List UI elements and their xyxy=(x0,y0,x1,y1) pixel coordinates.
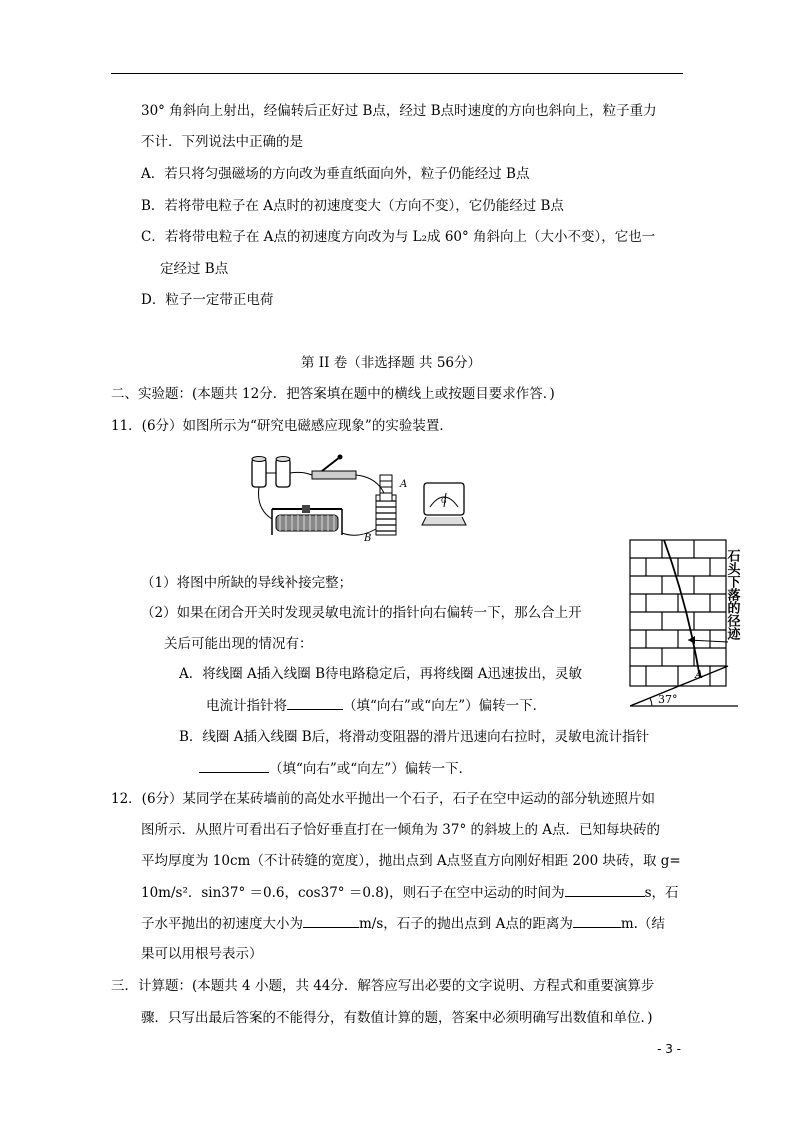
q11-case-a-text: 电流计指针将 xyxy=(206,698,287,714)
coil-a-icon xyxy=(380,475,392,501)
question-12: 12．(6分）某同学在某砖墙前的高处水平抛出一个石子，石子在空中运动的部分轨迹照片如 xyxy=(111,791,656,807)
angle-label: 37° xyxy=(658,693,678,706)
q11-case-a: A．将线圈 A插入线圈 B待电路稳定后，再将线圈 A迅速拔出，灵敏 xyxy=(179,666,583,682)
q11-part1: （1）将图中所缺的导线补接完整； xyxy=(141,575,353,591)
q12-text: m.（结 xyxy=(620,916,665,932)
switch-icon xyxy=(312,471,356,479)
page-number: - 3 - xyxy=(657,1042,681,1056)
answer-blank[interactable] xyxy=(199,758,269,773)
label-a: A xyxy=(400,479,408,490)
q11-case-b-hint: （填“向右”或“向左”）偏转一下． xyxy=(269,761,473,777)
q11-case-a-cont xyxy=(206,695,546,716)
text-line: 30° 角斜向上射出，经偏转后正好过 B点，经过 B点时速度的方向也斜向上，粒子重力 xyxy=(141,103,657,119)
text-line: 不计．下列说法中正确的是 xyxy=(141,134,303,150)
option-a: A．若只将匀强磁场的方向改为垂直纸面向外，粒子仍能经过 B点 xyxy=(141,166,530,182)
option-d: D．粒子一定带正电荷 xyxy=(141,292,274,308)
part-heading: 二、实验题：(本题共 12分．把答案填在题中的横线上或按题目要求作答．) xyxy=(111,386,555,402)
induction-apparatus-figure xyxy=(246,449,476,549)
label-b: B xyxy=(364,533,372,544)
q12-text: 子水平抛出的初速度大小为 xyxy=(141,916,303,932)
q11-part2: （2）如果在闭合开关时发现灵敏电流计的指针向右偏转一下，那么合上开 xyxy=(141,605,582,621)
point-a-label: A xyxy=(695,668,703,681)
q12-line: 果可以用根号表示） xyxy=(141,946,263,962)
q11-part2-cont: 关后可能出现的情况有： xyxy=(164,636,313,652)
q12-text: m/s，石子的抛出点到 A点的距离为 xyxy=(359,916,573,932)
trajectory-label: 石头下落的径迹 xyxy=(724,549,740,640)
q12-line xyxy=(141,913,665,934)
part-heading: 三．计算题：(本题共 4 小题，共 44分．解答应写出必要的文字说明、方程式和重要演算步 xyxy=(111,978,655,994)
label-g: G xyxy=(441,497,447,505)
battery-icon xyxy=(252,459,266,487)
section-title: 第 II 卷（非选择题 共 56分） xyxy=(301,355,482,371)
answer-blank[interactable] xyxy=(303,913,359,928)
answer-blank[interactable] xyxy=(565,882,645,897)
q11-case-a-hint: （填“向右”或“向左”）偏转一下． xyxy=(343,698,547,714)
q12-line xyxy=(141,882,679,903)
brick-wall-figure xyxy=(628,536,746,716)
brick-wall xyxy=(630,540,726,686)
option-c-cont: 定经过 B点 xyxy=(160,261,229,277)
option-b: B．若将带电粒子在 A点时的初速度变大（方向不变），它仍能经过 B点 xyxy=(141,198,564,214)
q12-text: s，石 xyxy=(644,885,679,901)
q11-case-b: B．线圈 A插入线圈 B后，将滑动变阻器的滑片迅速向右拉时，灵敏电流计指针 xyxy=(179,729,650,745)
header-rule xyxy=(111,73,683,74)
q12-line: 图所示．从照片可看出石子恰好垂直打在一倾角为 37° 的斜坡上的 A点．已知每块砖的 xyxy=(141,822,661,838)
option-c: C．若将带电粒子在 A点的初速度方向改为与 L₂成 60° 角斜向上（大小不变），它也一 xyxy=(141,229,656,245)
part-heading-cont: 骤．只写出最后答案的不能得分，有数值计算的题，答案中必须明确写出数值和单位．) xyxy=(141,1010,653,1026)
rheostat-icon xyxy=(276,515,338,531)
battery-icon xyxy=(276,459,290,487)
question-11: 11．(6分）如图所示为“研究电磁感应现象”的实验装置． xyxy=(111,418,453,434)
q12-line: 平均厚度为 10cm（不计砖缝的宽度），抛出点到 A点竖直方向刚好相距 200 块砖，取 g= xyxy=(141,853,681,869)
answer-blank[interactable] xyxy=(573,913,621,928)
q12-text: 10m/s²．sin37° ＝0.6，cos37° ＝0.8)，则石子在空中运动的时间为 xyxy=(141,885,565,901)
answer-blank[interactable] xyxy=(287,695,343,710)
q11-case-b-cont xyxy=(199,758,472,779)
